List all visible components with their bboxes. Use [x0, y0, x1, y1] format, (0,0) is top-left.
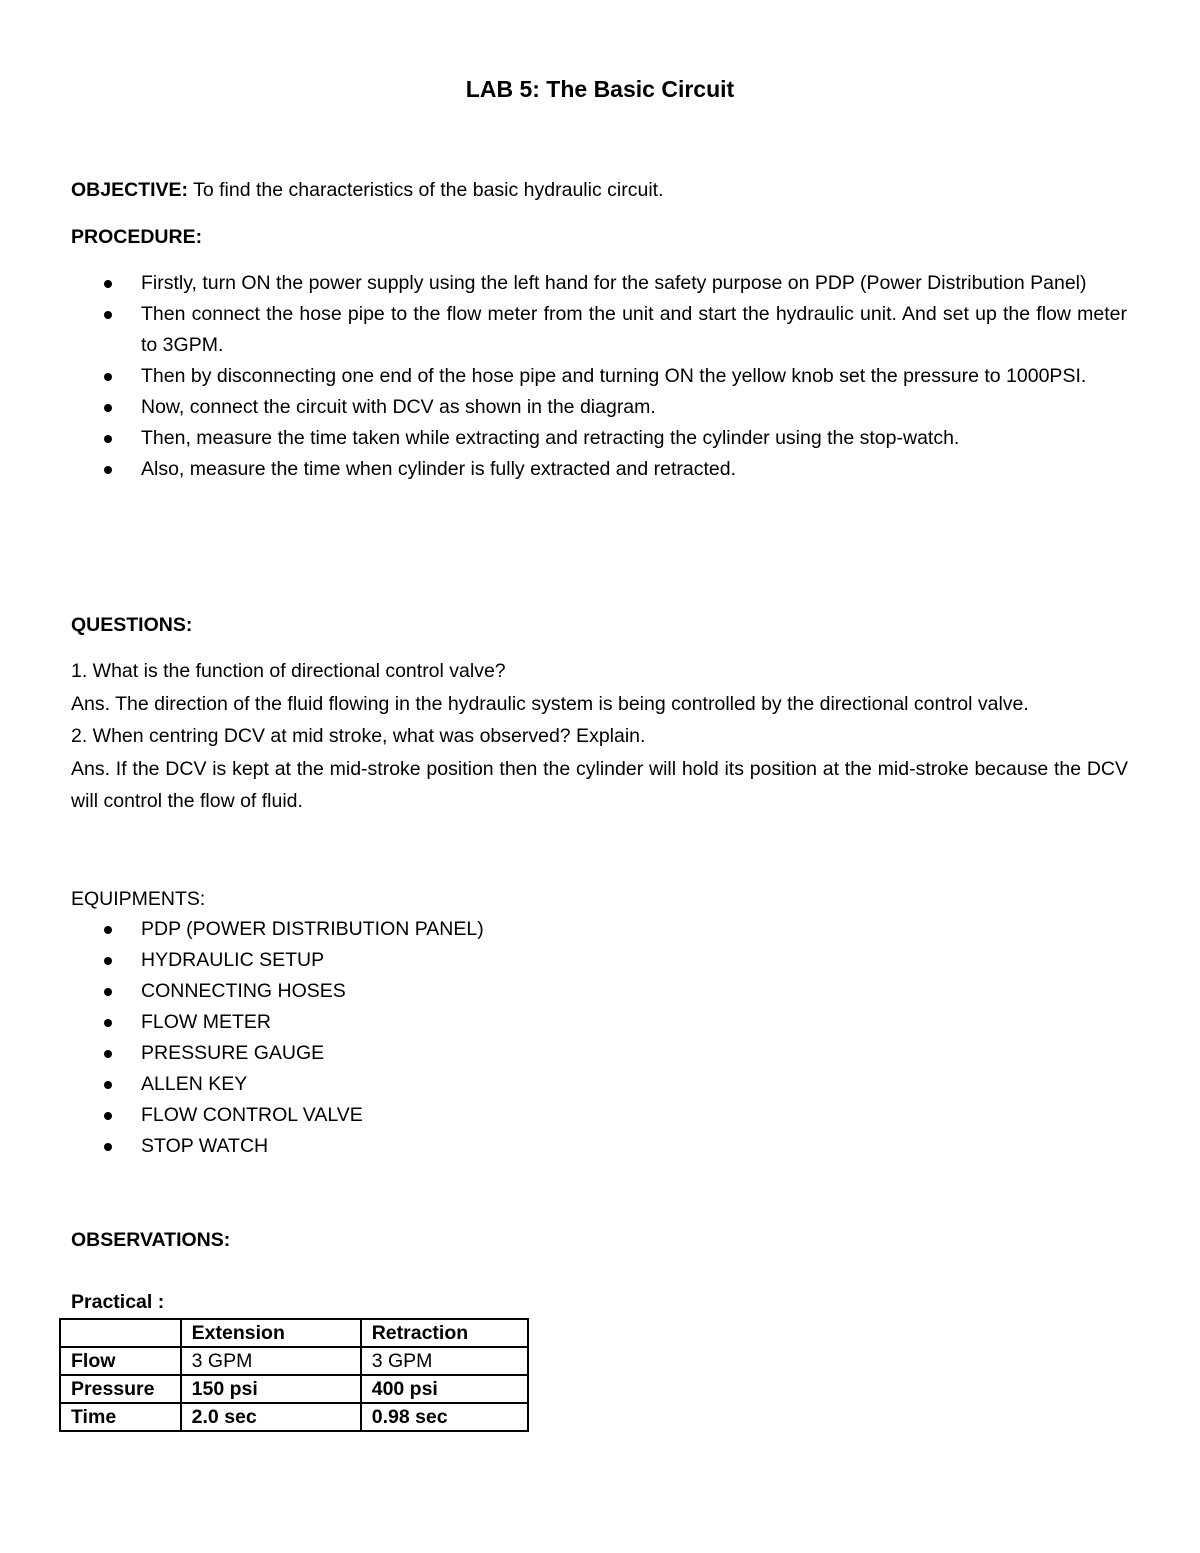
- bullet-icon: [104, 926, 112, 934]
- procedure-step-3: Then by disconnecting one end of the hose pipe and turning ON the yellow knob set the pressure to 1000PSI.: [141, 365, 1087, 387]
- table-cell: 3 GPM: [181, 1347, 361, 1375]
- objective-line: [71, 177, 663, 203]
- row-label-cell: Flow: [60, 1347, 181, 1375]
- objective-text: To find the characteristics of the basic hydraulic circuit.: [193, 179, 664, 201]
- table-cell: 0.98 sec: [361, 1403, 528, 1431]
- table-cell: 400 psi: [361, 1375, 528, 1403]
- bullet-icon: [104, 1019, 112, 1027]
- procedure-step-6: Also, measure the time when cylinder is fully extracted and retracted.: [141, 458, 737, 480]
- question-2: 2. When centring DCV at mid stroke, what was observed? Explain.: [71, 725, 646, 747]
- table-cell: 3 GPM: [361, 1347, 528, 1375]
- table-header-cell: Retraction: [361, 1319, 528, 1347]
- row-label-cell: Time: [60, 1403, 181, 1431]
- questions-block: [71, 655, 1128, 818]
- procedure-step-2: Then connect the hose pipe to the flow meter from the unit and start the hydraulic unit. And set up the flow meter to 3GPM.: [141, 303, 1127, 356]
- list-item: [0, 361, 1200, 392]
- table-row: [60, 1347, 528, 1375]
- procedure-step-5: Then, measure the time taken while extracting and retracting the cylinder using the stop-watch.: [141, 427, 960, 449]
- answer-1: Ans. The direction of the fluid flowing in the hydraulic system is being controlled by the directional control valve.: [71, 692, 1029, 715]
- list-item: [0, 268, 1200, 299]
- table-header-row: [60, 1319, 528, 1347]
- bullet-icon: [104, 311, 112, 319]
- observations-heading: OBSERVATIONS:: [71, 1229, 231, 1251]
- procedure-step-1: Firstly, turn ON the power supply using the left hand for the safety purpose on PDP (Power Distribution Panel): [141, 272, 1087, 294]
- equipments-list: [0, 914, 1200, 1162]
- list-item: [0, 1100, 1200, 1131]
- question-1: 1. What is the function of directional control valve?: [71, 660, 506, 682]
- list-item: [0, 1131, 1200, 1162]
- list-item: [0, 976, 1200, 1007]
- equipments-heading: EQUIPMENTS:: [71, 888, 206, 910]
- objective-label: OBJECTIVE:: [71, 179, 189, 201]
- equipment-item: FLOW METER: [141, 1011, 271, 1033]
- list-item: [0, 299, 1200, 361]
- bullet-icon: [104, 435, 112, 443]
- list-item: [0, 1038, 1200, 1069]
- equipment-item: HYDRAULIC SETUP: [141, 949, 325, 971]
- bullet-icon: [104, 1050, 112, 1058]
- equipment-item: STOP WATCH: [141, 1135, 269, 1157]
- procedure-heading: PROCEDURE:: [71, 226, 203, 248]
- list-item: [0, 454, 1200, 485]
- bullet-icon: [104, 373, 112, 381]
- document-title: LAB 5: The Basic Circuit: [465, 76, 735, 102]
- table-row: [60, 1375, 528, 1403]
- table-row: [60, 1403, 528, 1431]
- table-cell: 150 psi: [181, 1375, 361, 1403]
- bullet-icon: [104, 466, 112, 474]
- list-item: [0, 914, 1200, 945]
- bullet-icon: [104, 404, 112, 412]
- bullet-icon: [104, 1112, 112, 1120]
- practical-subtitle: Practical :: [71, 1291, 165, 1313]
- bullet-icon: [104, 280, 112, 288]
- equipment-item: ALLEN KEY: [141, 1073, 248, 1095]
- list-item: [0, 423, 1200, 454]
- questions-heading: QUESTIONS:: [71, 614, 193, 636]
- equipment-item: PRESSURE GAUGE: [141, 1042, 325, 1064]
- answer-2: Ans. If the DCV is kept at the mid-stroke position then the cylinder will hold its position at the mid-stroke because the DCV will control the flow of fluid.: [71, 757, 1128, 812]
- equipment-item: FLOW CONTROL VALVE: [141, 1104, 363, 1126]
- table-header-cell: [60, 1319, 181, 1347]
- list-item: [0, 392, 1200, 423]
- bullet-icon: [104, 988, 112, 996]
- list-item: [0, 1069, 1200, 1100]
- row-label-cell: Pressure: [60, 1375, 181, 1403]
- equipment-item: CONNECTING HOSES: [141, 980, 346, 1002]
- observations-table: [59, 1318, 529, 1432]
- equipment-item: PDP (POWER DISTRIBUTION PANEL): [141, 918, 484, 940]
- table-cell: 2.0 sec: [181, 1403, 361, 1431]
- procedure-list: [0, 268, 1200, 485]
- bullet-icon: [104, 1143, 112, 1151]
- bullet-icon: [104, 957, 112, 965]
- list-item: [0, 945, 1200, 976]
- table-header-cell: Extension: [181, 1319, 361, 1347]
- list-item: [0, 1007, 1200, 1038]
- bullet-icon: [104, 1081, 112, 1089]
- procedure-step-4: Now, connect the circuit with DCV as shown in the diagram.: [141, 396, 656, 418]
